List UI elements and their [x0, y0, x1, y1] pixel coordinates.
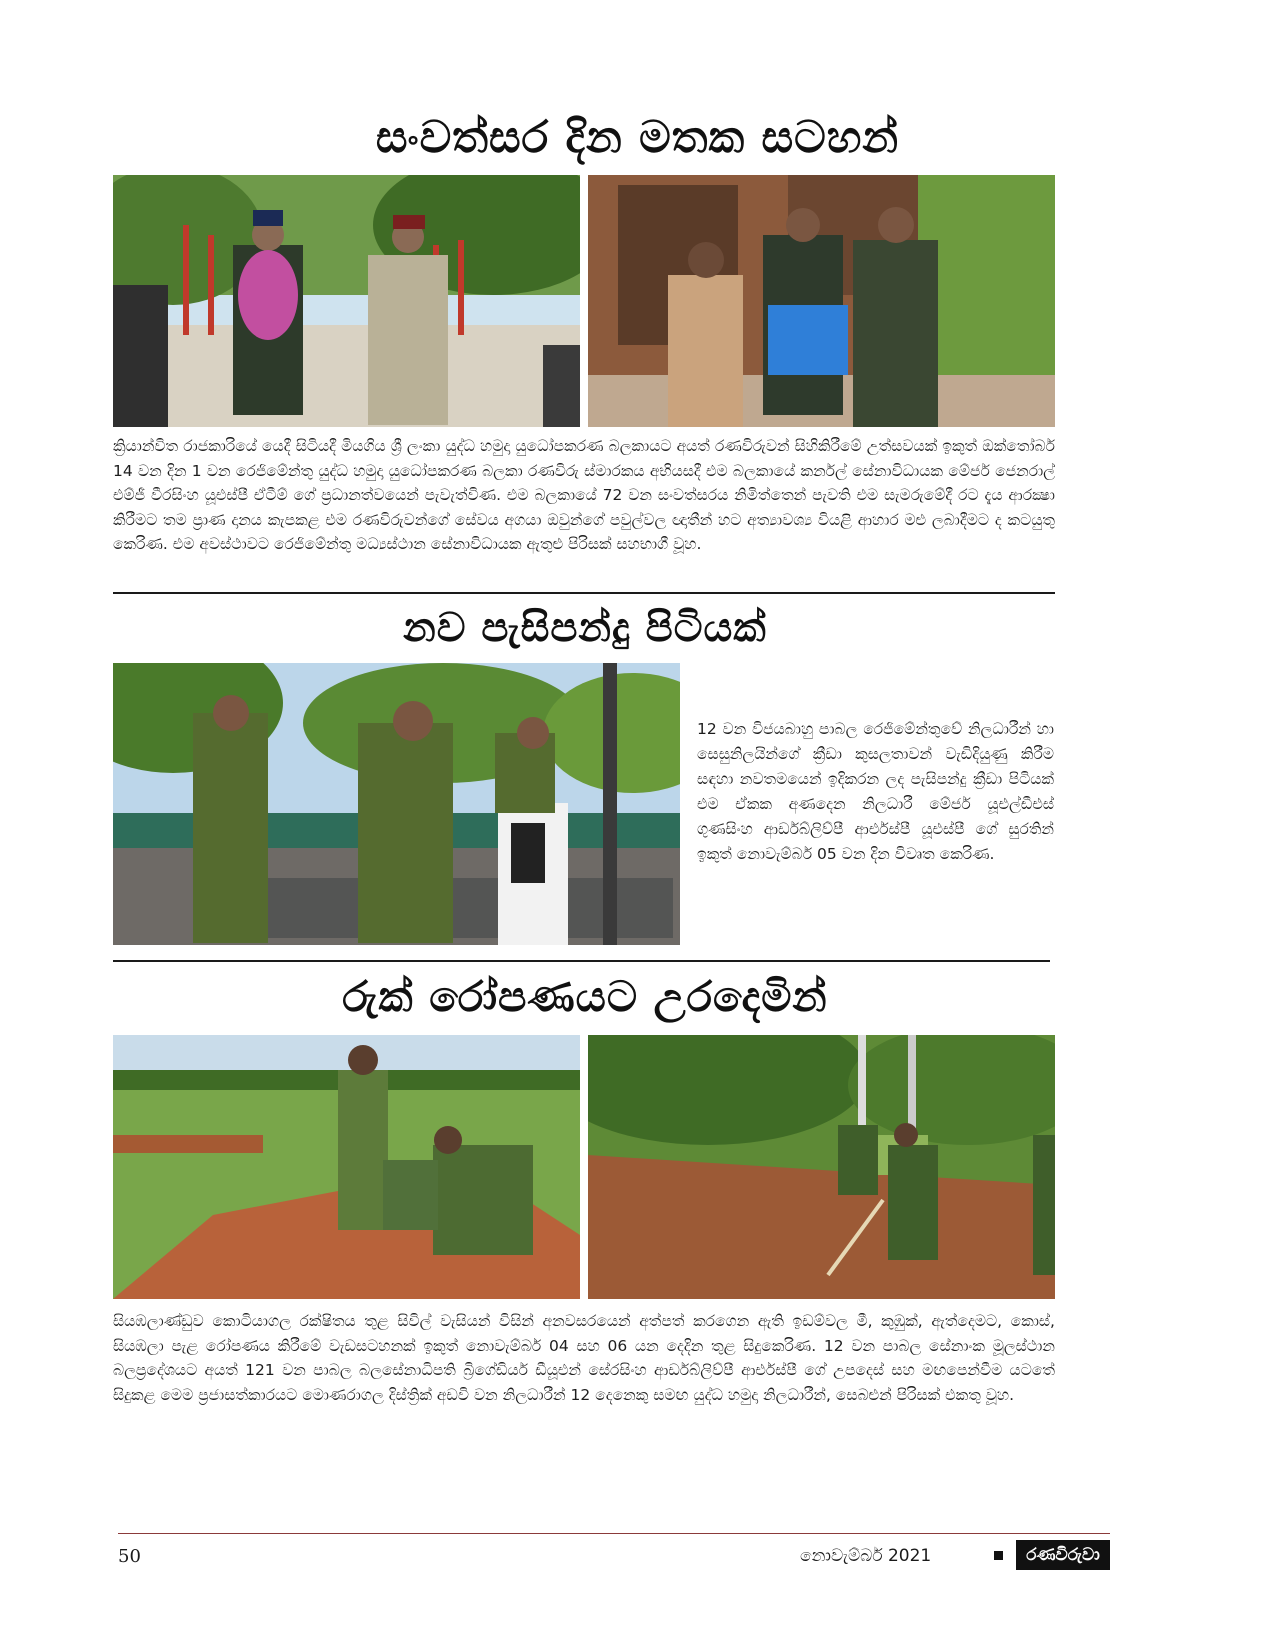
- section-1-title: සංවත්සර දින මතක සටහන්: [375, 112, 900, 163]
- section-2-body: 12 වන විජයබාහු පාබල රෙජිමේන්තුවේ නිලධාරීන් හා සෙසුනිලයින්ගේ ක්‍රීඩා කුසලතාවන් වැඩිදියුණු කිරීම සඳහා නවතමයෙන් ඉදිකරන ලද පැසිපන්දු ක්‍රීඩා පිටියක් එම ඒකක අණදෙන නිලධාරී මේජර් යූඑල්ඩීඑස් ගුණසිංහ ආර්ඩබ්ලිව්පී ආර්එස්පී යූඑස්පී ගේ සුරතින් ඉකුත් නොවැම්බර් 05 වන දින විවෘත කෙරිණ.: [697, 720, 1054, 863]
- photo-tree-planting-1: [113, 1035, 580, 1299]
- section-divider-1: [113, 592, 1055, 594]
- photo-tree-planting-2: [588, 1035, 1055, 1299]
- page-number: 50: [118, 1546, 141, 1567]
- photo-dry-ration-handover: [588, 175, 1055, 427]
- photo-wreath-laying: [113, 175, 580, 427]
- section-1-body: ක්‍රියාන්විත රාජකාරියේ යෙදී සිටියදී මියගිය ශ්‍රී ලංකා යුද්ධ හමුදා යුධෝපකරණ බලකායට අයත් රණවිරුවන් සිහිකිරීමේ උත්සවයක් ඉකුත් ඔක්තෝබර් 14 වන දින 1 වන රෙජිමේන්තු යුද්ධ හමුදා යුධෝපකරණ බලකා රණවිරු ස්මාරකය අභියසදී එම බලකායේ කර්නල් සේනාවිධායක මේජර් ජෙනරාල් එම්ජී වීරසිංහ යූඑස්පී ඒටීම් ගේ ප්‍රධානත්වයෙන් පැවැත්විණ. එම බලකායේ 72 වන සංවත්සරය නිමිත්තෙන් පැවති එම සැමරුමේදී රට දැය ආරක්‍ෂා කිරීමට තම ප්‍රාණ දානය කැපකළ එම රණවිරුවන්ගේ සේවය අගයා ඔවුන්ගේ පවුල්වල ඥාතීන් හට අත්‍යාවශ්‍ය වියළි ආහාර මළු ලබාදීමට ද කටයුතු කෙරිණ. එම අවස්ථාවට රෙජිමේන්තු මධ්‍යස්ථාන සේනාවිධායක ඇතුළු පිරිසක් සහභාගී වූහ.: [113, 437, 1055, 553]
- photo-basketball-court-opening: [113, 663, 680, 945]
- section-2-title: නව පැසිපන්දු පිටියක්: [403, 605, 767, 651]
- section-3-title: රුක් රෝපණයට උරදෙමින්: [342, 972, 828, 1021]
- footer-separator: [994, 1551, 1003, 1560]
- footer-rule: [118, 1533, 1110, 1534]
- section-divider-2: [113, 960, 1050, 962]
- issue-date: නොවැම්බර් 2021: [800, 1546, 932, 1566]
- section-3-body: සියඹලාණ්ඩුව කොටියාගල රක්ෂිතය තුළ සිවිල් වැසියන් විසින් අනවසරයෙන් අත්පත් කරගෙන ඇති ඉඩම්වල මී, කුඹුක්, ඇත්දෙමට, කොස්, සියඹලා පැළ රෝපණය කිරීමේ වැඩසටහනක් ඉකුත් නොවැම්බර් 04 සහ 06 යන දෙදින තුළ සිදුකෙරිණ. 12 වන පාබල සේනාංක මූලස්ථාන බලප්‍රදේශයට අයත් 121 වන පාබල බලසේනාධිපති බ්‍රිගේඩියර් ඩීයූඑන් සේරසිංහ ආර්ඩබ්ලිව්පී ආර්එස්පී ගේ උපදෙස් සහ මඟපෙන්වීම යටතේ සිදුකළ මෙම ප්‍රජාසත්කාරයට මොණරාගල දිස්ත්‍රික් අඩවි වන නිලධාරීන් 12 දෙනෙකු සමඟ යුද්ධ හමුදා නිලධාරීන්, සෙබළුන් පිරිසක් එකතු වූහ.: [113, 1312, 1055, 1404]
- magazine-brand: රණවිරුවා: [1016, 1540, 1110, 1570]
